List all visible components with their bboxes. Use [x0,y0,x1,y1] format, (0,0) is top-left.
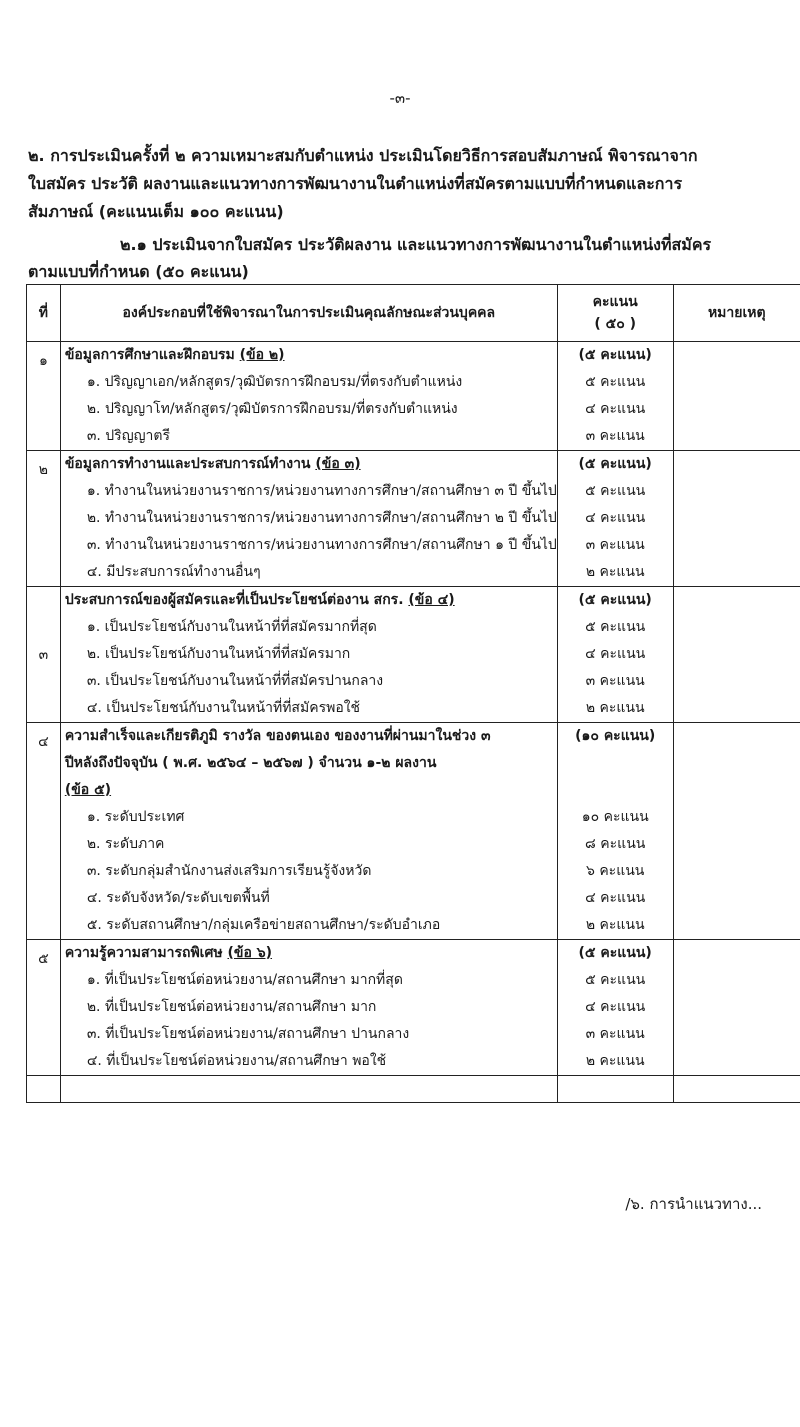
list-item: ๑. ทำงานในหน่วยงานราชการ/หน่วยงานทางการศึกษา/สถานศึกษา ๓ ปี ขึ้นไป [86,483,557,499]
row-ref: (ข้อ ๕) [64,782,112,798]
list-item: ๔. ที่เป็นประโยชน์ต่อหน่วยงาน/สถานศึกษา พอใช้ [86,1053,387,1069]
item-score: ๒ คะแนน [585,564,645,580]
row-ref-line [61,777,557,804]
item-score: ๘ คะแนน [585,836,646,852]
row-remark [673,587,800,723]
page-continuation: /๖. การนำแนวทาง... [625,1195,762,1213]
row-element [60,723,557,940]
item-score: ๖ คะแนน [585,863,645,879]
row-scores [557,342,673,451]
table-row [27,342,800,451]
row-ref: (ข้อ ๔) [408,592,455,608]
row-remark [673,940,800,1076]
item-score: ๓ คะแนน [585,1026,645,1042]
item-score: ๓ คะแนน [585,537,645,553]
row-element [60,342,557,451]
row-scores [557,940,673,1076]
row-element [60,451,557,587]
table-header-row [27,285,800,342]
row-total-score: (๕ คะแนน) [578,347,652,363]
row-title: ข้อมูลการทำงานและประสบการณ์ทำงาน (ข้อ ๓) [64,456,361,472]
list-item: ๒. ทำงานในหน่วยงานราชการ/หน่วยงานทางการศึกษา/สถานศึกษา ๒ ปี ขึ้นไป [86,510,557,526]
header-score [557,285,673,342]
list-item: ๒. ระดับภาค [86,836,165,852]
blank-row [27,1076,800,1103]
row-title-line-1: ความสำเร็จและเกียรติภูมิ รางวัล ของตนเอง ของงานที่ผ่านมาในช่วง ๓ [64,728,491,744]
section-2-1-heading-line-1: ๒.๑ ประเมินจากใบสมัคร ประวัติผลงาน และแนวทางการพัฒนางานในตำแหน่งที่สมัคร [120,235,712,254]
item-score: ๓ คะแนน [585,428,645,444]
item-score: ๔ คะแนน [585,646,646,662]
row-ref: (ข้อ ๓) [315,456,361,472]
row-number: ๑ [27,342,61,451]
row-total-score: (๕ คะแนน) [578,456,652,472]
item-score: ๔ คะแนน [585,401,646,417]
list-item: ๓. เป็นประโยชน์กับงานในหน้าที่ที่สมัครปานกลาง [86,673,384,689]
row-title: ความรู้ความสามารถพิเศษ (ข้อ ๖) [64,945,273,961]
row-remark [673,342,800,451]
row-scores [557,451,673,587]
item-score: ๕ คะแนน [585,619,646,635]
item-score: ๔ คะแนน [585,999,646,1015]
list-item: ๓. ปริญญาตรี [86,428,171,444]
row-scores [557,587,673,723]
section-2-intro-line-1: ๒. การประเมินครั้งที่ ๒ ความเหมาะสมกับตำแหน่ง ประเมินโดยวิธีการสอบสัมภาษณ์ พิจารณาจาก [28,146,698,165]
row-number: ๒ [27,451,61,587]
section-2-intro-line-3: สัมภาษณ์ (คะแนนเต็ม ๑๐๐ คะแนน) [28,202,284,221]
list-item: ๓. ทำงานในหน่วยงานราชการ/หน่วยงานทางการศึกษา/สถานศึกษา ๑ ปี ขึ้นไป [86,537,557,553]
list-item: ๒. เป็นประโยชน์กับงานในหน้าที่ที่สมัครมาก [86,646,351,662]
row-remark [673,723,800,940]
list-item: ๒. ปริญญาโท/หลักสูตร/วุฒิบัตรการฝึกอบรม/ที่ตรงกับตำแหน่ง [86,401,458,417]
row-remark [673,451,800,587]
row-total-score: (๕ คะแนน) [578,592,652,608]
item-score: ๒ คะแนน [585,1053,645,1069]
header-remark: หมายเหตุ [673,285,800,342]
list-item: ๕. ระดับสถานศึกษา/กลุ่มเครือข่ายสถานศึกษา/ระดับอำเภอ [86,917,441,933]
item-score: ๑๐ คะแนน [581,809,649,825]
table-row [27,940,800,1076]
section-2-intro-line-2: ใบสมัคร ประวัติ ผลงานและแนวทางการพัฒนางานในตำแหน่งที่สมัครตามแบบที่กำหนดและการ [28,174,683,193]
section-2-1-heading-line-2: ตามแบบที่กำหนด (๕๐ คะแนน) [28,262,249,281]
row-ref: (ข้อ ๖) [227,945,273,961]
list-item: ๑. เป็นประโยชน์กับงานในหน้าที่ที่สมัครมากที่สุด [86,619,377,635]
header-score-total: ( ๕๐ ) [594,316,637,332]
row-title-line-2: ปีหลังถึงปัจจุบัน ( พ.ศ. ๒๕๖๔ – ๒๕๖๗ ) จำนวน ๑-๒ ผลงาน [64,755,437,771]
item-score: ๓ คะแนน [585,673,645,689]
row-number: ๔ [27,723,61,940]
row-element [60,940,557,1076]
header-score-label: คะแนน [592,294,638,310]
list-item: ๓. ที่เป็นประโยชน์ต่อหน่วยงาน/สถานศึกษา ปานกลาง [86,1026,410,1042]
item-score: ๔ คะแนน [585,890,646,906]
item-score: ๕ คะแนน [585,483,646,499]
row-total-score: (๕ คะแนน) [578,945,652,961]
row-scores [557,723,673,940]
header-no: ที่ [27,285,61,342]
item-score: ๒ คะแนน [585,917,645,933]
row-title: ประสบการณ์ของผู้สมัครและที่เป็นประโยชน์ต่องาน สกร. (ข้อ ๔) [64,592,455,608]
row-ref: (ข้อ ๒) [239,347,285,363]
row-element [60,587,557,723]
list-item: ๑. ปริญญาเอก/หลักสูตร/วุฒิบัตรการฝึกอบรม/ที่ตรงกับตำแหน่ง [86,374,463,390]
table-row [27,723,800,940]
list-item: ๑. ระดับประเทศ [86,809,185,825]
evaluation-criteria-table [26,284,800,1103]
row-title: ข้อมูลการศึกษาและฝึกอบรม (ข้อ ๒) [64,347,285,363]
list-item: ๒. ที่เป็นประโยชน์ต่อหน่วยงาน/สถานศึกษา มาก [86,999,377,1015]
list-item: ๓. ระดับกลุ่มสำนักงานส่งเสริมการเรียนรู้จังหวัด [86,863,372,879]
row-number: ๕ [27,940,61,1076]
item-score: ๕ คะแนน [585,972,646,988]
item-score: ๒ คะแนน [585,700,645,716]
list-item: ๑. ที่เป็นประโยชน์ต่อหน่วยงาน/สถานศึกษา มากที่สุด [86,972,403,988]
header-element: องค์ประกอบที่ใช้พิจารณาในการประเมินคุณลักษณะส่วนบุคคล [60,285,557,342]
row-total-score: (๑๐ คะแนน) [575,728,656,744]
list-item: ๔. เป็นประโยชน์กับงานในหน้าที่ที่สมัครพอใช้ [86,700,361,716]
item-score: ๔ คะแนน [585,510,646,526]
table-row [27,451,800,587]
list-item: ๔. มีประสบการณ์ทำงานอื่นๆ [86,564,261,580]
list-item: ๔. ระดับจังหวัด/ระดับเขตพื้นที่ [86,890,270,906]
item-score: ๕ คะแนน [585,374,646,390]
row-number: ๓ [27,587,61,723]
table-row [27,587,800,723]
page-number: -๓- [389,89,411,107]
